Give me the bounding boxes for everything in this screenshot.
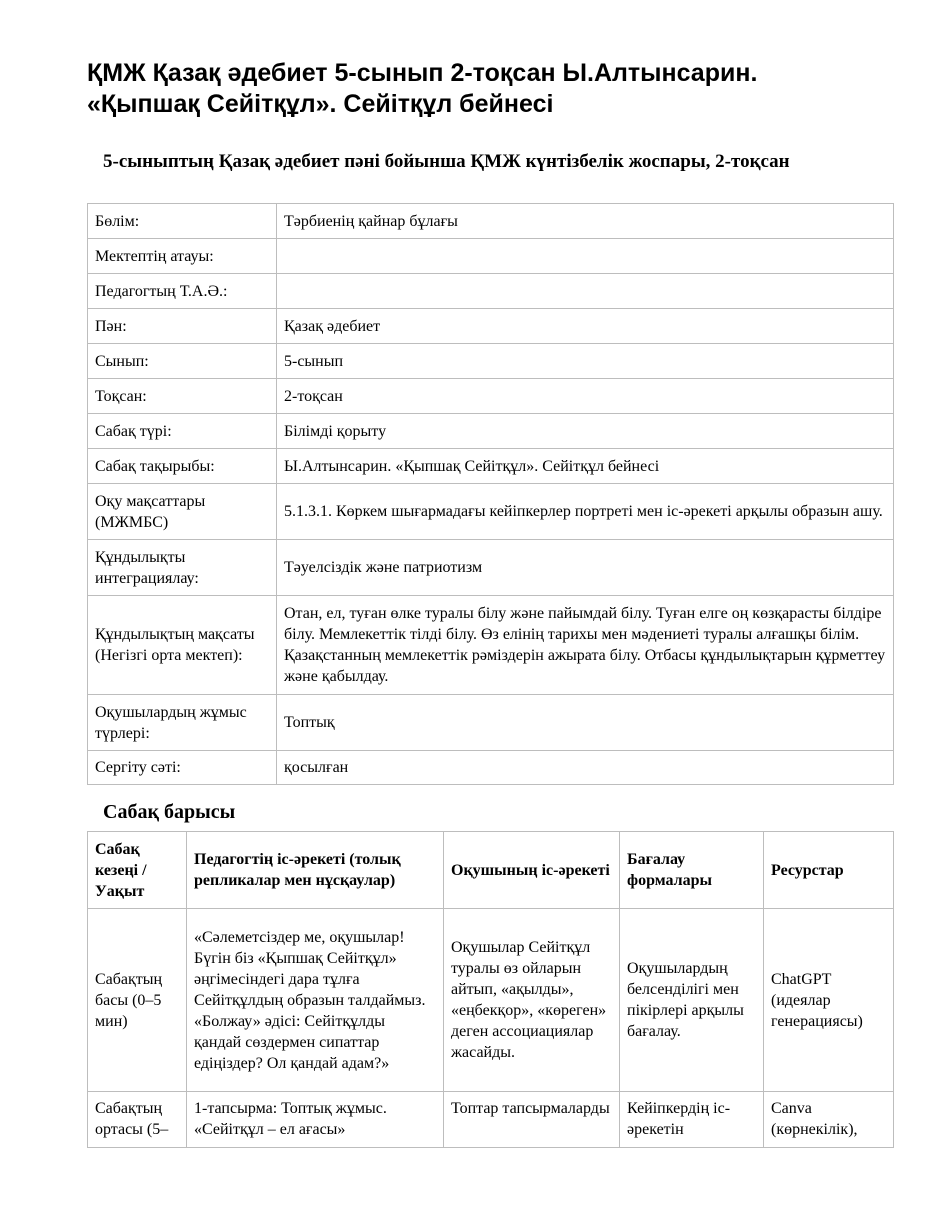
info-value: Тәуелсіздік және патриотизм (277, 540, 894, 596)
info-label: Сабақ түрі: (88, 414, 277, 449)
info-label: Тоқсан: (88, 379, 277, 414)
info-value: Білімді қорыту (277, 414, 894, 449)
info-value: Топтық (277, 695, 894, 751)
lesson-row-middle (88, 1092, 894, 1148)
info-label: Оқушылардың жұмыс түрлері: (88, 695, 277, 751)
stage-cell: Сабақтың ортасы (5– (88, 1092, 187, 1148)
info-label: Педагогтың Т.А.Ә.: (88, 274, 277, 309)
info-row-section (88, 204, 894, 239)
info-label: Сергіту сәті: (88, 751, 277, 785)
info-label: Бөлім: (88, 204, 277, 239)
info-label: Құндылықты интеграциялау: (88, 540, 277, 596)
lesson-progress-heading: Сабақ барысы (103, 801, 236, 823)
info-row-work-types (88, 695, 894, 751)
resources-cell: Canva (көрнекілік), (764, 1092, 894, 1148)
teacher-activity-cell: «Сәлеметсіздер ме, оқушылар! Бүгін біз «Қыпшақ Сейітқұл» әңгімесіндегі дара тұлға Сейітқұлдың образын талдаймыз. «Болжау» әдісі: Сейітқұлды қандай сөздермен сипаттар едіңіздер? Ол қандай адам?» (187, 909, 444, 1092)
info-value: Отан, ел, туған өлке туралы білу және пайымдай білу. Туған елге оң көзқарасты білдіре білу. Мемлекеттік тілді білу. Өз елінің тарихы мен мәдениеті туралы алғашқы білім. Қазақстанның мемлекеттік рәміздерін ажырата білу. Отбасы құндылықтарын құрметтеу және қабылдау. (277, 596, 894, 695)
info-value (277, 274, 894, 309)
document-title-line-2: «Қыпшақ Сейітқұл». Сейітқұл бейнесі (87, 90, 554, 118)
document-title-line-1: ҚМЖ Қазақ әдебиет 5-сынып 2-тоқсан Ы.Алтынсарин. (87, 59, 758, 87)
student-activity-cell: Топтар тапсырмаларды (444, 1092, 620, 1148)
stage-cell: Сабақтың басы (0–5 мин) (88, 909, 187, 1092)
info-label: Пән: (88, 309, 277, 344)
info-value: қосылған (277, 751, 894, 785)
document-title (87, 58, 887, 120)
plan-subtitle: 5-сыныптың Қазақ әдебиет пәні бойынша ҚМЖ күнтізбелік жоспары, 2-тоқсан (103, 151, 790, 172)
info-value: Тәрбиенің қайнар бұлағы (277, 204, 894, 239)
info-value: 5.1.3.1. Көркем шығармадағы кейіпкерлер портреті мен іс-әрекеті арқылы образын ашу. (277, 484, 894, 540)
resources-cell: ChatGPT (идеялар генерациясы) (764, 909, 894, 1092)
header-assessment: Бағалау формалары (620, 832, 764, 909)
info-label: Сабақ тақырыбы: (88, 449, 277, 484)
info-value: Қазақ әдебиет (277, 309, 894, 344)
lesson-header-row (88, 832, 894, 909)
info-value: 2-тоқсан (277, 379, 894, 414)
lesson-row-beginning (88, 909, 894, 1092)
info-row-value-goal (88, 596, 894, 695)
lesson-info-table (87, 203, 894, 785)
info-label: Оқу мақсаттары (МЖМБС) (88, 484, 277, 540)
info-value: Ы.Алтынсарин. «Қыпшақ Сейітқұл». Сейітқұл бейнесі (277, 449, 894, 484)
info-row-learning-objectives (88, 484, 894, 540)
info-value (277, 239, 894, 274)
info-row-value-integration (88, 540, 894, 596)
info-label: Құндылықтың мақсаты (Негізгі орта мектеп): (88, 596, 277, 695)
info-label: Сынып: (88, 344, 277, 379)
lesson-progress-table (87, 831, 894, 1148)
teacher-activity-cell: 1-тапсырма: Топтық жұмыс. «Сейітқұл – ел ағасы» (187, 1092, 444, 1148)
assessment-cell: Кейіпкердің іс-әрекетін (620, 1092, 764, 1148)
info-value: 5-сынып (277, 344, 894, 379)
header-resources: Ресурстар (764, 832, 894, 909)
info-row-teacher (88, 274, 894, 309)
info-row-lesson-topic (88, 449, 894, 484)
info-row-subject (88, 309, 894, 344)
info-row-quarter (88, 379, 894, 414)
assessment-cell: Оқушылардың белсенділігі мен пікірлері арқылы бағалау. (620, 909, 764, 1092)
student-activity-cell: Оқушылар Сейітқұл туралы өз ойларын айтып, «ақылды», «еңбекқор», «көреген» деген ассоциациялар жасайды. (444, 909, 620, 1092)
info-row-refresh-moment (88, 751, 894, 785)
info-row-grade (88, 344, 894, 379)
header-stage: Сабақ кезеңі / Уақыт (88, 832, 187, 909)
header-teacher-activity: Педагогтің іс-әрекеті (толық репликалар мен нұсқаулар) (187, 832, 444, 909)
info-row-school (88, 239, 894, 274)
info-label: Мектептің атауы: (88, 239, 277, 274)
info-row-lesson-type (88, 414, 894, 449)
header-student-activity: Оқушының іс-әрекеті (444, 832, 620, 909)
